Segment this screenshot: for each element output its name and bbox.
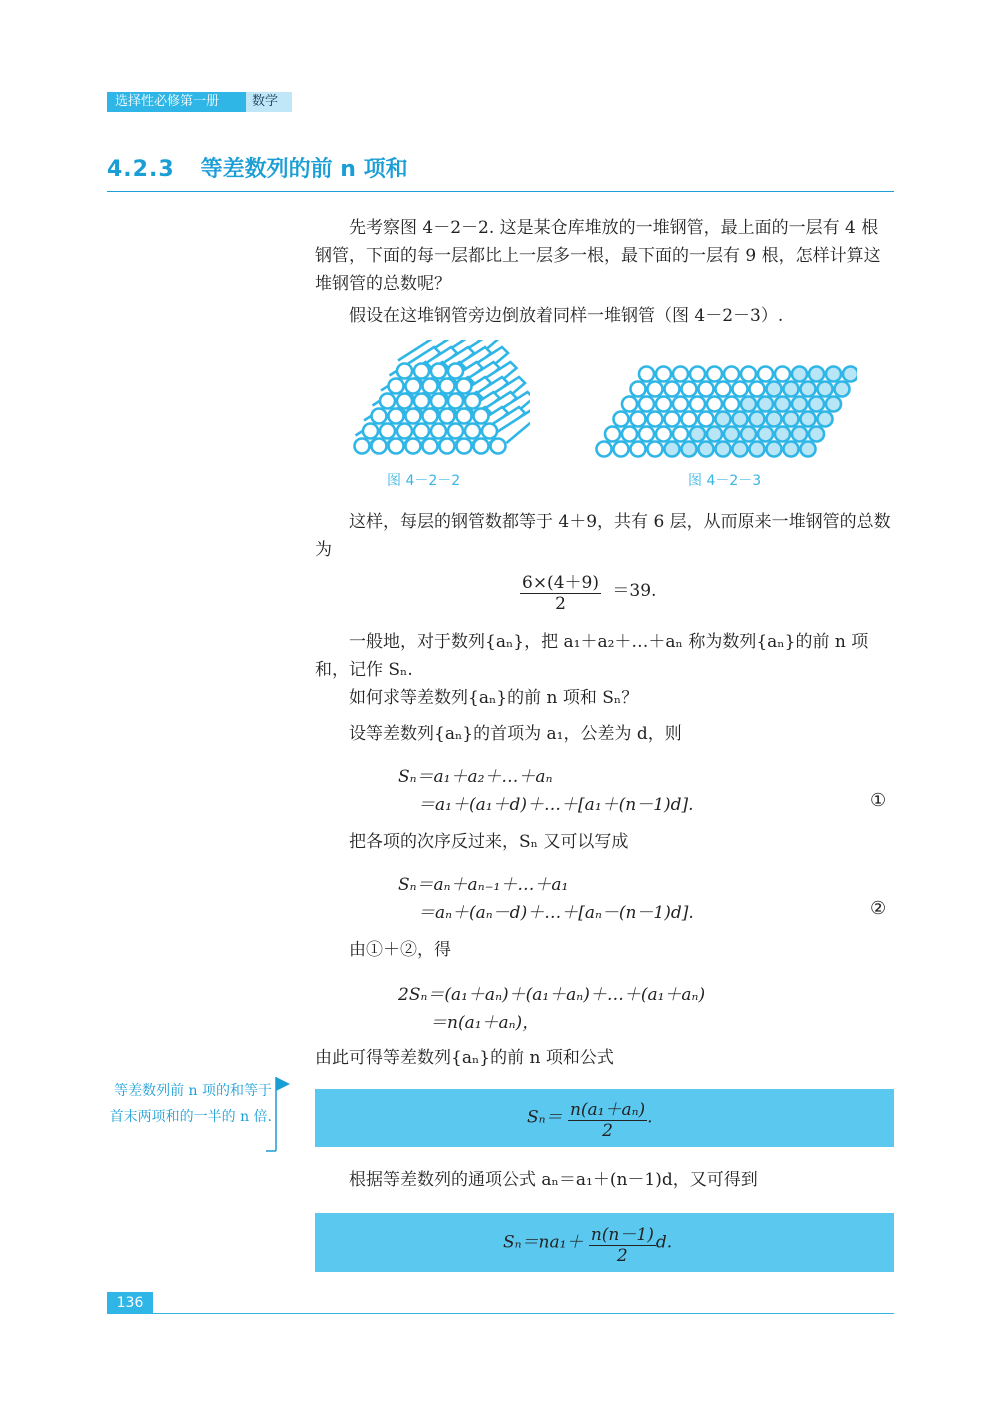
paragraph-definition: 一般地，对于数列{aₙ}，把 a₁＋a₂＋…＋aₙ 称为数列{aₙ}的前 n 项和，记作 Sₙ. <box>315 632 869 680</box>
page-number: 136 <box>107 1292 153 1314</box>
pipe-end <box>826 397 841 412</box>
box2-numerator: n(n－1) <box>589 1220 656 1246</box>
pipe-end <box>758 397 773 412</box>
pipe-end <box>750 382 765 397</box>
pipe-end <box>750 442 765 457</box>
pipe-end <box>750 412 765 427</box>
pipe-end <box>622 427 637 442</box>
pipe-end <box>648 412 663 427</box>
pipe-end <box>414 364 429 379</box>
box1-numerator: n(a₁＋aₙ) <box>568 1095 647 1121</box>
pipe-end <box>716 442 731 457</box>
pipe-end <box>474 409 489 424</box>
pipe-end <box>423 439 438 454</box>
pipe-end <box>741 367 756 382</box>
pipe-end <box>665 442 680 457</box>
section-number: 4.2.3 <box>107 157 175 182</box>
eq1-line2: ＝a₁＋(a₁＋d)＋…＋[a₁＋(n－1)d]. <box>418 795 694 815</box>
pipe-end <box>741 397 756 412</box>
pipe-end <box>355 439 370 454</box>
sum-line1: 2Sₙ＝(a₁＋aₙ)＋(a₁＋aₙ)＋…＋(a₁＋aₙ) <box>398 985 706 1005</box>
pipe-stack-figure <box>330 340 530 465</box>
pipe-end <box>792 427 807 442</box>
box2-lhs: Sₙ＝na₁＋ <box>503 1232 584 1253</box>
footer-divider <box>153 1313 894 1314</box>
pipe-end <box>639 367 654 382</box>
pipe-end <box>758 427 773 442</box>
pipe-end <box>474 439 489 454</box>
pipe-end <box>690 397 705 412</box>
eq1-line1: Sₙ＝a₁＋a₂＋…＋aₙ <box>398 767 553 787</box>
pipe-end <box>716 382 731 397</box>
pipe-end <box>605 427 620 442</box>
pipe-end <box>673 367 688 382</box>
paragraph-add: 由①＋②，得 <box>349 940 451 960</box>
pipe-end <box>397 394 412 409</box>
formula-box-2 <box>315 1213 894 1272</box>
pipe-end <box>665 382 680 397</box>
subject-label: 数学 <box>252 94 279 109</box>
pipe-end <box>656 427 671 442</box>
pipe-end <box>835 382 850 397</box>
pipe-end <box>775 427 790 442</box>
pipe-end <box>414 424 429 439</box>
pipe-end <box>801 382 816 397</box>
pipe-end <box>656 397 671 412</box>
pipe-end <box>758 367 773 382</box>
header-tag <box>107 92 292 112</box>
pipe-end <box>699 412 714 427</box>
pipe-end <box>809 397 824 412</box>
pipe-end <box>389 409 404 424</box>
pipe-end <box>707 367 722 382</box>
eq2-line1: Sₙ＝aₙ＋aₙ₋₁＋…＋a₁ <box>398 875 569 895</box>
pipe-end <box>673 427 688 442</box>
box2-end: d. <box>655 1232 673 1253</box>
box1-end: . <box>647 1107 653 1128</box>
book-title: 选择性必修第一册 <box>107 92 246 112</box>
pipe-end <box>639 427 654 442</box>
pipe-end <box>440 379 455 394</box>
figure-caption-2: 图 4－2－3 <box>688 473 762 489</box>
pipe-end <box>389 439 404 454</box>
pipe-end <box>648 382 663 397</box>
pipe-end <box>690 367 705 382</box>
pipe-end <box>648 442 663 457</box>
pipe-end <box>784 412 799 427</box>
pipe-end <box>809 427 824 442</box>
pipe-end <box>690 427 705 442</box>
pipe-end <box>389 379 404 394</box>
pipe-end <box>639 397 654 412</box>
pipe-end <box>597 442 612 457</box>
pipe-end <box>767 442 782 457</box>
pipe-end <box>491 439 506 454</box>
pipe-end <box>699 442 714 457</box>
pipe-end <box>826 367 841 382</box>
paragraph-intro: 先考察图 4－2－2. 这是某仓库堆放的一堆钢管，最上面的一层有 4 根钢管，下面的每一层都比上一层多一根，最下面的一层有 9 根，怎样计算这堆钢管的总数呢？ <box>315 218 881 294</box>
pipe-end <box>767 412 782 427</box>
pipe-end <box>767 382 782 397</box>
pipe-end <box>784 442 799 457</box>
pipe-end <box>622 397 637 412</box>
pipe-end <box>457 409 472 424</box>
paragraph-general-term: 根据等差数列的通项公式 aₙ＝a₁＋(n－1)d，又可得到 <box>349 1170 758 1190</box>
pipe-end <box>431 364 446 379</box>
pipe-end <box>448 424 463 439</box>
pipe-end <box>614 412 629 427</box>
box1-denominator: 2 <box>602 1121 613 1141</box>
pipe-end <box>818 412 833 427</box>
pipe-end <box>406 439 421 454</box>
pipe-end <box>397 424 412 439</box>
pipe-end <box>380 424 395 439</box>
section-title: 等差数列的前 n 项和 <box>200 157 408 182</box>
eq1-marker: ① <box>870 790 887 811</box>
formula-box-1 <box>315 1089 894 1147</box>
section-heading <box>107 152 408 183</box>
pipe-end <box>724 397 739 412</box>
pipe-end <box>818 382 833 397</box>
pipe-end <box>414 394 429 409</box>
total-formula <box>520 568 656 614</box>
margin-note: 等差数列前 n 项的和等于首末两项和的一半的 n 倍. <box>109 1083 272 1125</box>
pipe-end <box>372 439 387 454</box>
pipe-end <box>733 412 748 427</box>
pipe-end <box>733 442 748 457</box>
pipe-end <box>363 424 378 439</box>
pipe-end <box>792 367 807 382</box>
total-denominator: 2 <box>555 594 566 614</box>
pipe-end <box>699 382 714 397</box>
paragraph-setup: 设等差数列{aₙ}的首项为 a₁，公差为 d，则 <box>349 724 682 744</box>
box2-denominator: 2 <box>616 1246 628 1266</box>
pipe-end <box>448 394 463 409</box>
pipe-end <box>614 442 629 457</box>
pipe-end <box>457 439 472 454</box>
box1-lhs: Sₙ＝ <box>527 1107 563 1128</box>
pipe-end <box>482 424 497 439</box>
pipe-parallelogram-figure <box>592 360 857 460</box>
pipe-end <box>665 412 680 427</box>
pipe-end <box>741 427 756 442</box>
paragraph-reverse: 把各项的次序反过来，Sₙ 又可以写成 <box>349 832 629 852</box>
total-result: ＝39. <box>612 580 657 601</box>
pipe-end <box>380 394 395 409</box>
pipe-end <box>682 442 697 457</box>
pipe-end <box>724 427 739 442</box>
pipe-end <box>673 397 688 412</box>
pipe-end <box>707 427 722 442</box>
pipe-end <box>801 412 816 427</box>
pipe-end <box>431 424 446 439</box>
pipe-end <box>801 442 816 457</box>
figure-caption-1: 图 4－2－2 <box>387 473 461 489</box>
pipe-end <box>682 412 697 427</box>
pipe-end <box>682 382 697 397</box>
pipe-end <box>465 394 480 409</box>
pipe-end <box>406 409 421 424</box>
pipe-end <box>784 382 799 397</box>
flag-bracket-icon <box>266 1075 292 1155</box>
section-divider <box>107 191 894 192</box>
paragraph-assume: 假设在这堆钢管旁边倒放着同样一堆钢管（图 4－2－3）. <box>349 306 784 326</box>
pipe-end <box>423 409 438 424</box>
pipe-end <box>843 367 857 382</box>
sum-line2: ＝n(a₁＋aₙ)， <box>430 1013 540 1033</box>
pipe-end <box>431 394 446 409</box>
eq2-marker: ② <box>870 898 887 919</box>
pipe-end <box>656 367 671 382</box>
total-numerator: 6×(4＋9) <box>520 568 601 594</box>
pipe-end <box>716 412 731 427</box>
pipe-end <box>775 367 790 382</box>
pipe-end <box>809 367 824 382</box>
eq2-line2: ＝aₙ＋(aₙ－d)＋…＋[aₙ－(n－1)d]. <box>418 903 694 923</box>
pipe-end <box>724 367 739 382</box>
pipe-end <box>440 439 455 454</box>
pipe-end <box>465 424 480 439</box>
pipe-end <box>397 364 412 379</box>
pipe-end <box>423 379 438 394</box>
pipe-end <box>792 397 807 412</box>
pipe-end <box>631 442 646 457</box>
pipe-end <box>448 364 463 379</box>
pipe-end <box>406 379 421 394</box>
pipe-end <box>631 412 646 427</box>
paragraph-formula-intro: 由此可得等差数列{aₙ}的前 n 项和公式 <box>315 1048 614 1068</box>
pipe-end <box>372 409 387 424</box>
pipe-end <box>733 382 748 397</box>
pipe-end <box>707 397 722 412</box>
pipe-end <box>775 397 790 412</box>
paragraph-question: 如何求等差数列{aₙ}的前 n 项和 Sₙ？ <box>349 688 639 708</box>
pipe-end <box>440 409 455 424</box>
pipe-end <box>631 382 646 397</box>
paragraph-each-layer: 这样，每层的钢管数都等于 4＋9，共有 6 层，从而原来一堆钢管的总数为 <box>315 512 891 560</box>
pipe-end <box>457 379 472 394</box>
